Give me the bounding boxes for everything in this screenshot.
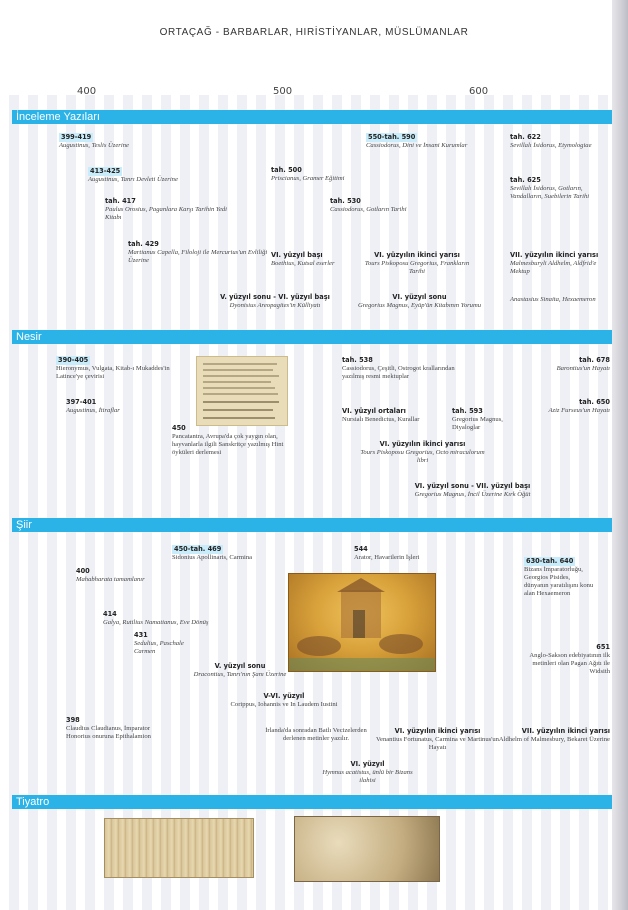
- timeline-entry: VI. yüzyılın ikinci yarısı Tours Piskoposu Gregorius, Octo miraculorum libri: [360, 440, 485, 464]
- timeline-entry: tah. 593 Gregorius Magnus, Diyaloglar: [452, 407, 503, 431]
- timeline-background: [0, 95, 612, 910]
- section-band-nesir: [12, 330, 612, 344]
- timeline-entry: 550-tah. 590 Cassiodorus, Dini ve İnsani Kurumlar: [366, 133, 468, 149]
- timeline-entry: 390-405 Hieronymus, Vulgata, Kitab-ı Mukaddes'in Latince'ye çevirisi: [56, 356, 170, 380]
- timeline-entry: Anastasius Sinaita, Hexaemeron: [510, 296, 596, 303]
- timeline-entry: tah. 650 Aziz Furseus'un Hayatı: [548, 398, 610, 414]
- timeline-entry: 413-425 Augustinus, Tanrı Devleti Üzerine: [88, 167, 178, 183]
- section-band-siir: [12, 518, 612, 532]
- timeline-entry: VII. yüzyılın ikinci yarısı Aldhelm of Malmesbury, Bekaret Üzerine: [498, 727, 610, 743]
- timeline-entry: tah. 622 Sevillalı İsidorus, Etymologiae: [510, 133, 592, 149]
- timeline-entry: VI. yüzyıl Hymnus acatistus, ünlü bir Bizans ilahisi: [322, 760, 413, 784]
- mosaic-image: [288, 573, 436, 672]
- section-band-inceleme: [12, 110, 612, 124]
- timeline-entry: tah. 538 Cassiodorus, Çeşitli, Ostrogot krallarından yazılmış resmi mektuplar: [342, 356, 455, 380]
- timeline-entry: VI. yüzyıl sonu Gregorius Magnus, Eyüp'ün Kitabının Yorumu: [357, 293, 482, 309]
- page-title: ORTAÇAĞ - BARBARLAR, HIRİSTİYANLAR, MÜSLÜMANLAR: [159, 27, 469, 38]
- timeline-entry: tah. 678 Barontius'un Hayatı: [556, 356, 610, 372]
- section-title: Nesir: [16, 331, 42, 343]
- timeline-entry: VI. yüzyılın ikinci yarısı Venantius Fortunatus, Carmina ve Martinus'un Hayatı: [376, 727, 499, 751]
- timeline-entry: 544 Arator, Havarilerin İşleri: [354, 545, 420, 561]
- section-title: Şiir: [16, 519, 32, 531]
- timeline-entry: 450-tah. 469 Sidonius Apollinaris, Carmina: [172, 545, 253, 561]
- timeline-entry: VI. yüzyıl sonu - VII. yüzyıl başı Gregorius Magnus, İncil Üzerine Kırk Öğüt: [414, 482, 531, 498]
- timeline-entry: VII. yüzyılın ikinci yarısı Malmesburyli Aldhelm, Aldfrid'e Mektup: [510, 251, 599, 275]
- timeline-entry: 651 Anglo-Sakson edebiyatının ilk metinleri olan Pagan Ağıtı ile Widsith: [529, 643, 610, 675]
- timeline-entry: 431 Sedulius, Paschale Carmen: [134, 631, 184, 655]
- timeline-entry: V-VI. yüzyıl Corippus, Iohannis ve In Laudem Iustini: [230, 692, 338, 708]
- timeline-entry: 400 Mahabharata tamamlanır: [76, 567, 145, 583]
- timeline-entry: tah. 417 Paulus Orosius, Paganlara Karşı Tarihin Yedi Kitabı: [105, 197, 228, 221]
- timeline-entry: VI. yüzyılın ikinci yarısı Tours Piskoposu Gregorius, Frankların Tarihi: [364, 251, 470, 275]
- page-edge-shadow: [612, 0, 628, 910]
- manuscript-image: [196, 356, 288, 426]
- timeline-entry: 630-tah. 640 Bizans İmparatorluğu, Georgios Pisides, dünyanın yaratılışını konu alan Hexaemeron: [524, 557, 594, 597]
- timeline-entry: tah. 500 Priscianus, Gramer Eğitimi: [271, 166, 345, 182]
- section-band-tiyatro: [12, 795, 612, 809]
- timeline-entry: 398 Claudius Claudianus, İmparator Honorius onuruna Epithalamion: [66, 716, 151, 740]
- timeline-entry: VI. yüzyıl ortaları Nursialı Benedictus, Kurallar: [342, 407, 420, 423]
- timeline-entry: tah. 530 Cassiodorus, Gotların Tarihi: [330, 197, 407, 213]
- section-title: İnceleme Yazıları: [16, 111, 100, 123]
- ivory-carving-image: [294, 816, 440, 882]
- year-label-500: 500: [273, 86, 293, 97]
- section-title: Tiyatro: [16, 796, 50, 808]
- timeline-entry: 414 Galya, Rutilius Namatianus, Eve Dönüş: [103, 610, 209, 626]
- ivory-relief-image: [104, 818, 254, 878]
- mosaic-illustration: [289, 574, 435, 671]
- timeline-entry: VI. yüzyıl başı Boethius, Kutsal eserler: [271, 251, 335, 267]
- timeline-entry: tah. 625 Sevillalı İsidorus, Gotların, Vandalların, Suebilerin Tarihi: [510, 176, 590, 200]
- timeline-entry: tah. 429 Martianus Capella, Filoloji ile Mercurius'un Evliliği Üzerine: [128, 240, 268, 264]
- year-label-400: 400: [77, 86, 97, 97]
- timeline-entry: V. yüzyıl sonu - VI. yüzyıl başı Dyonisius Areopagites'in Külliyatı: [220, 293, 330, 309]
- year-label-600: 600: [469, 86, 489, 97]
- timeline-entry: V. yüzyıl sonu Dracontius, Tanrı'nın Şanı Üzerine: [193, 662, 287, 678]
- timeline-entry: 397-401 Augustinus, İtiraflar: [66, 398, 120, 414]
- timeline-entry: 399-419 Augustinus, Teslis Üzerine: [59, 133, 129, 149]
- timeline-entry: İrlanda'da sonradan Batlı Vecizelerden derlenen metinler yazılır.: [265, 727, 367, 742]
- timeline-entry: 450 Pancatantra, Avrupa'da çok yaygın olan, hayvanlarla ilgili Sanskritçe yazılmış Hint öyküleri derlemesi: [172, 424, 284, 456]
